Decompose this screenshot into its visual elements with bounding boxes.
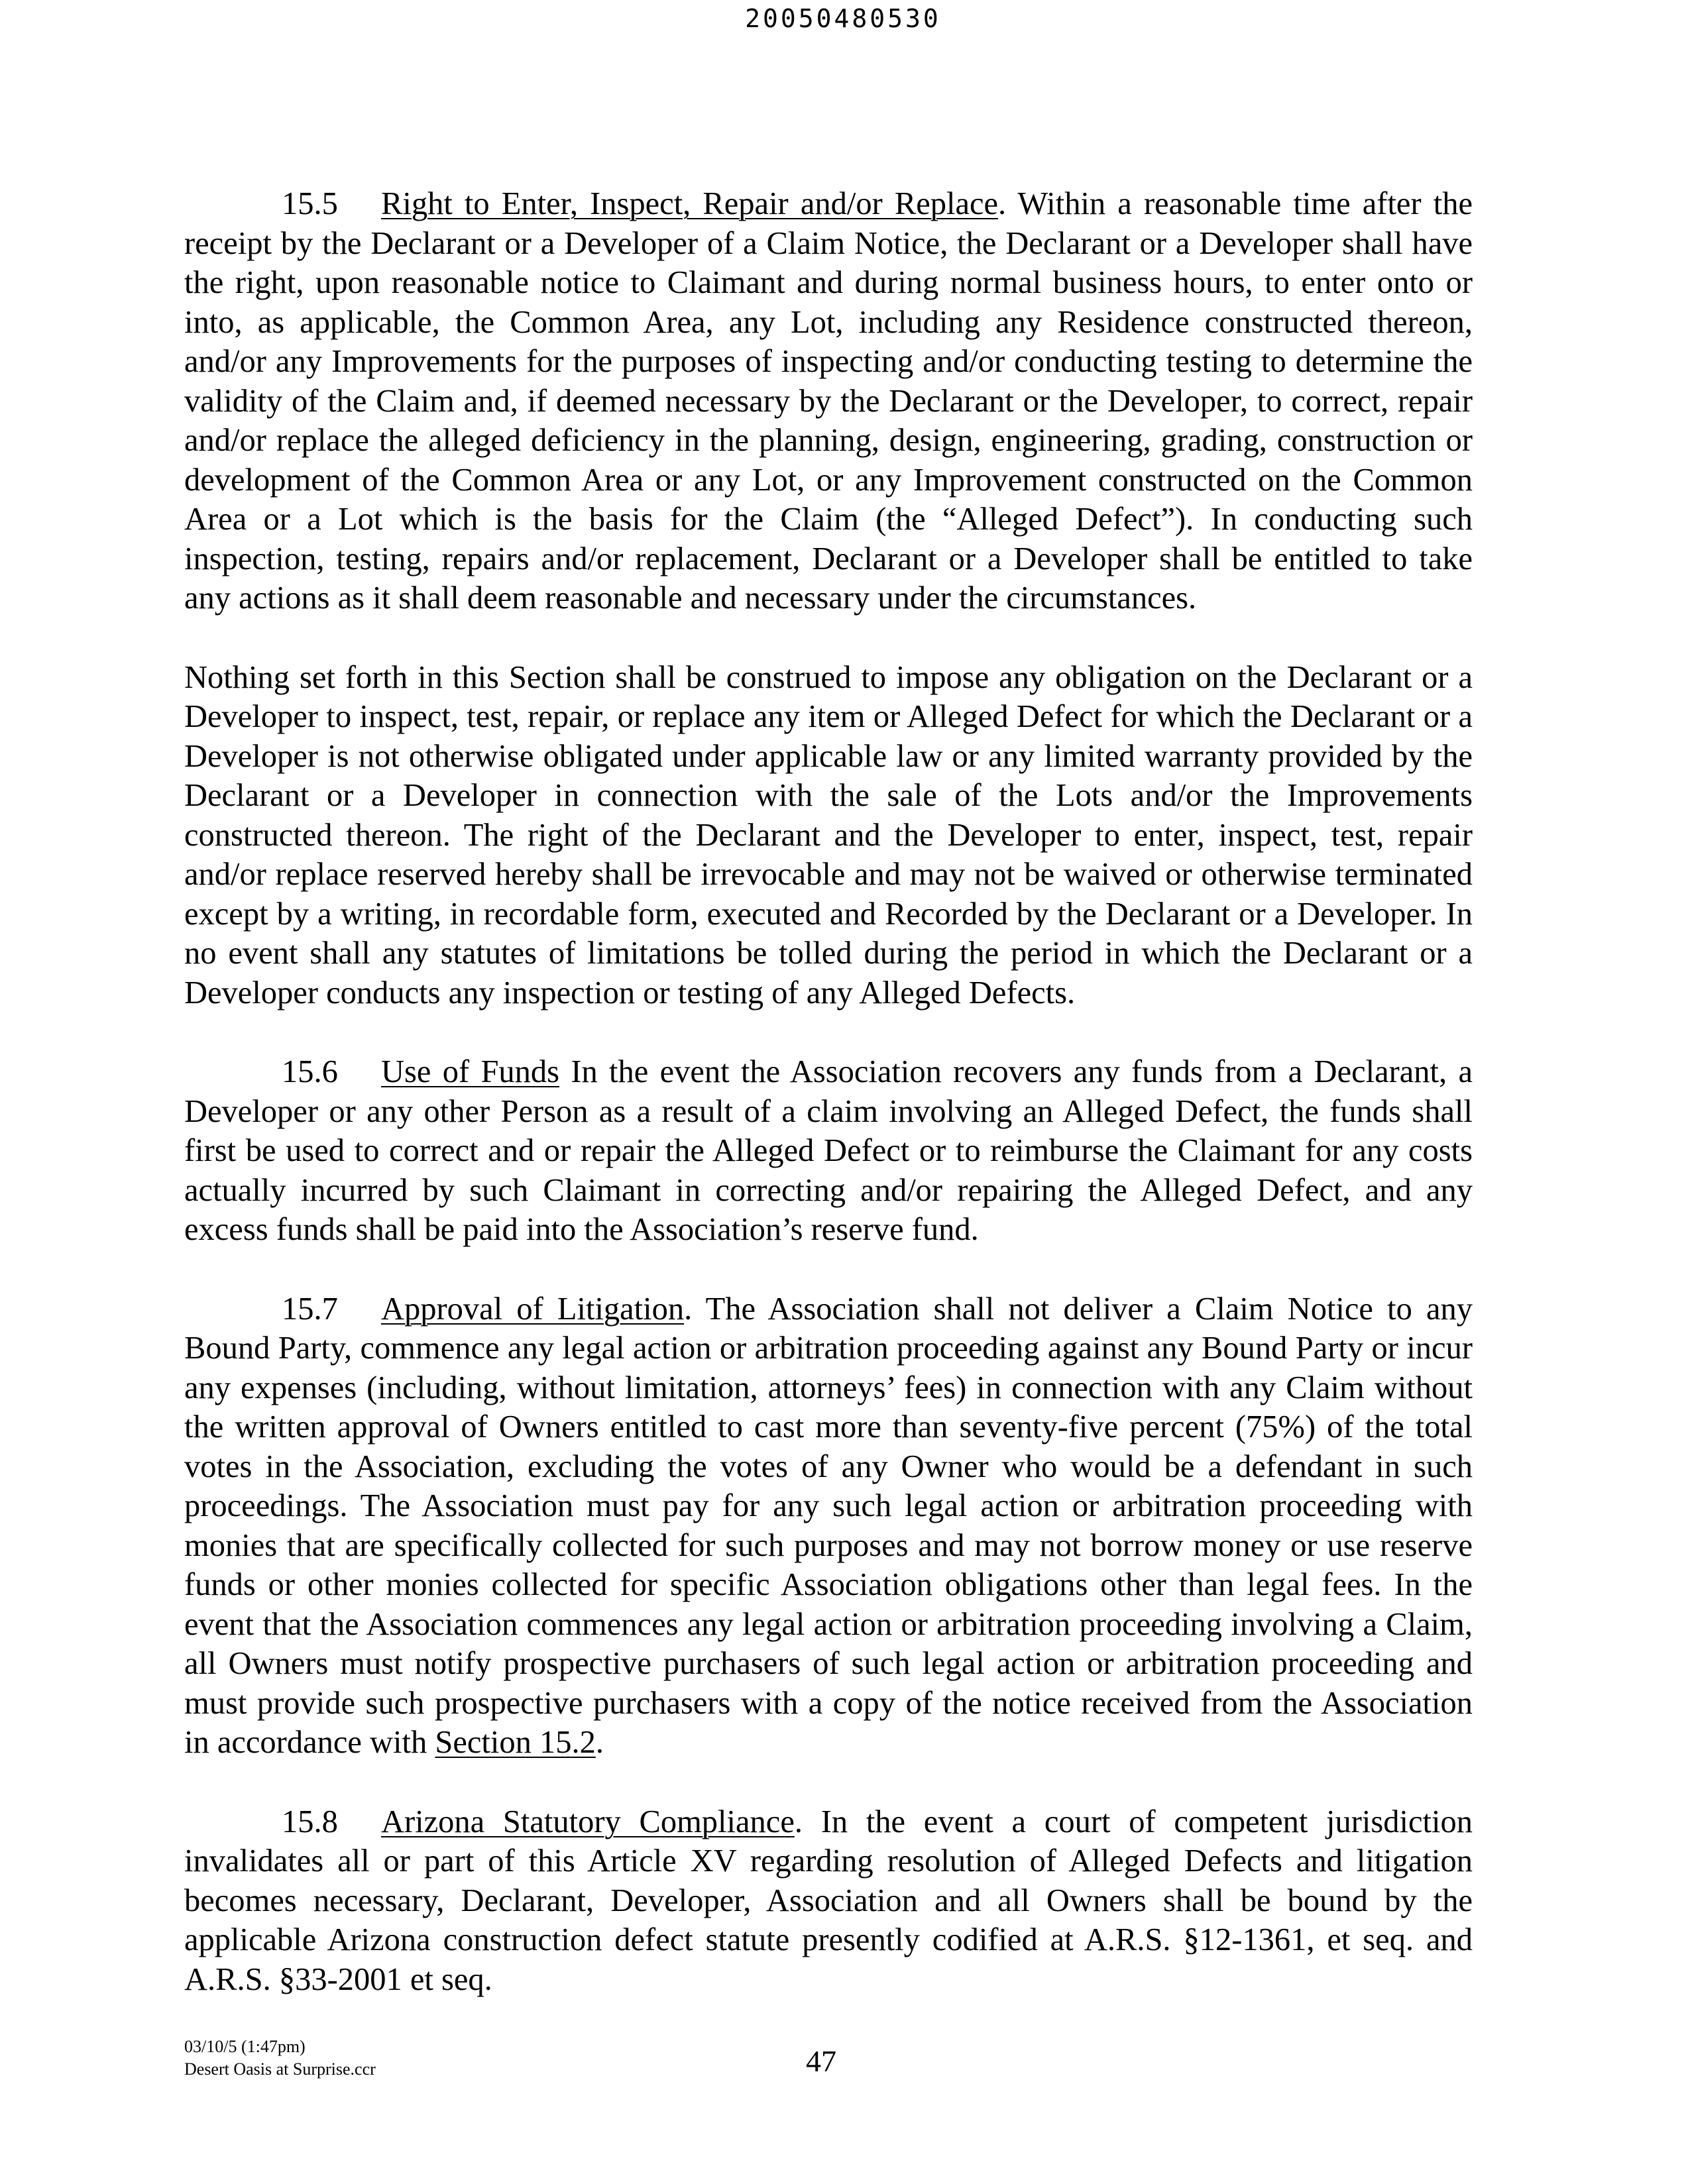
page-number: 47 [806,2044,836,2078]
section-number: 15.8 [282,1804,338,1839]
section-15-5-continuation [184,658,1473,1013]
section-number: 15.7 [282,1291,338,1327]
section-title: Approval of Litigation [381,1291,685,1327]
footer-date: 03/10/5 (1:47pm) [184,2037,306,2056]
section-title: Use of Funds [381,1054,560,1089]
section-15-7 [184,1289,1473,1763]
section-body: In the event the Association recovers any funds from a Declarant, a Developer or any other Person as a result of a claim involving an Alleged Defect, the funds shall first be used to correct and or repair the Alleged Defect or to reimburse the Claimant for any costs actually incurred by such Claimant in correcting and/or repairing the Alleged Defect, and any excess funds shall be paid into the Association’s reserve fund. [184,1054,1473,1247]
section-reference: Section 15.2 [435,1725,596,1760]
section-15-8 [184,1802,1473,2000]
title-punct: . [684,1291,693,1327]
section-body: Within a reasonable time after the receipt by the Declarant or a Developer of a Claim Notice, the Declarant or a Developer shall have the right, upon reasonable notice to Claimant and during normal business hours, to enter onto or into, as applicable, the Common Area, any Lot, including any Residence constructed thereon, and/or any Improvements for the purposes of inspecting and/or conducting testing to determine the validity of the Claim and, if deemed necessary by the Declarant or the Developer, to correct, repair and/or replace the alleged deficiency in the planning, design, engineering, grading, construction or development of the Common Area or any Lot, or any Improvement constructed on the Common Area or a Lot which is the basis for the Claim (the “Alleged Defect”). In conducting such inspection, testing, repairs and/or replacement, Declarant or a Developer shall be entitled to take any actions as it shall deem reasonable and necessary under the circumstances. [184,186,1473,616]
section-number: 15.6 [282,1054,338,1089]
document-body [184,184,1473,1999]
section-15-6 [184,1052,1473,1250]
section-number: 15.5 [282,186,338,221]
section-tail: . [595,1725,604,1760]
section-title: Right to Enter, Inspect, Repair and/or Replace [381,186,999,221]
title-punct: . [998,186,1007,221]
title-punct: . [794,1804,803,1839]
footer-info [184,2036,376,2081]
footer-filename: Desert Oasis at Surprise.ccr [184,2059,376,2079]
section-body: Nothing set forth in this Section shall be construed to impose any obligation on the Declarant or a Developer to inspect, test, repair, or replace any item or Alleged Defect for which the Declarant or a Developer is not otherwise obligated under applicable law or any limited warranty provided by the Declarant or a Developer in connection with the sale of the Lots and/or the Improvements constructed thereon. The right of the Declarant and the Developer to enter, inspect, test, repair and/or replace reserved hereby shall be irrevocable and may not be waived or otherwise terminated except by a writing, in recordable form, executed and Recorded by the Declarant or a Developer. In no event shall any statutes of limitations be tolled during the period in which the Declarant or a Developer conducts any inspection or testing of any Alleged Defects. [184,659,1473,1010]
section-body: In the event a court of competent jurisdiction invalidates all or part of this Article XV regarding resolution of Alleged Defects and litigation becomes necessary, Declarant, Developer, Association and all Owners shall be bound by the applicable Arizona construction defect statute presently codified at A.R.S. §12-1361, et seq. and A.R.S. §33-2001 et seq. [184,1804,1473,1997]
section-title: Arizona Statutory Compliance [381,1804,795,1839]
section-body: The Association shall not deliver a Claim Notice to any Bound Party, commence any legal action or arbitration proceeding against any Bound Party or incur any expenses (including, without limitation, attorneys’ fees) in connection with any Claim without the written approval of Owners entitled to cast more than seventy-five percent (75%) of the total votes in the Association, excluding the votes of any Owner who would be a defendant in such proceedings. The Association must pay for any such legal action or arbitration proceeding with monies that are specifically collected for such purposes and may not borrow money or use reserve funds or other monies collected for specific Association obligations other than legal fees. In the event that the Association commences any legal action or arbitration proceeding involving a Claim, all Owners must notify prospective purchasers of such legal action or arbitration proceeding and must provide such prospective purchasers with a copy of the notice received from the Association in accordance with [184,1291,1473,1760]
recording-number: 20050480530 [745,4,941,33]
section-15-5 [184,184,1473,618]
